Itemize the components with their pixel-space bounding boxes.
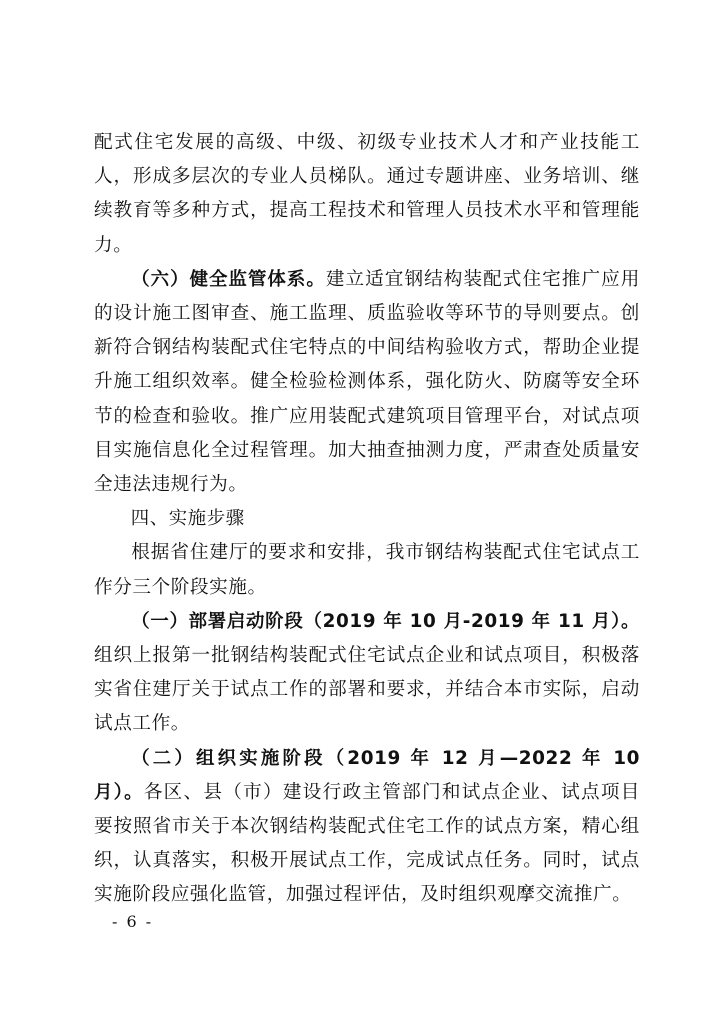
document-body [94,126,640,913]
paragraph-phase-one [94,605,640,742]
page-number: - 6 - [112,912,154,931]
section-lead: （二）组织实施阶段（2019 年 12 月—2022 年 10 月）。 [94,747,640,803]
paragraph-continuation [94,126,640,263]
paragraph-text: 组织上报第一批钢结构装配式住宅试点企业和试点项目，积极落实省住建厅关于试点工作的部署和要求，并结合本市实际，启动试点工作。 [94,645,640,735]
section-heading-implementation-steps [94,502,640,536]
paragraph-phases-intro [94,536,640,604]
paragraph-phase-two [94,742,640,913]
section-lead: （一）部署启动阶段（2019 年 10 月-2019 年 11 月）。 [131,610,640,632]
paragraph-text: 建立适宜钢结构装配式住宅推广应用的设计施工图审查、施工监理、质监验收等环节的导则要点。创新符合钢结构装配式住宅特点的中间结构验收方式，帮助企业提升施工组织效率。健全检验检测体系，强化防火、防腐等安全环节的检查和验收。推广应用装配式建筑项目管理平台，对试点项目实施信息化全过程管理。加大抽查抽测力度，严肃查处质量安全违法违规行为。 [94,268,640,496]
paragraph-text: 各区、县（市）建设行政主管部门和试点企业、试点项目要按照省市关于本次钢结构装配式住宅工作的试点方案，精心组织，认真落实，积极开展试点工作，完成试点任务。同时，试点实施阶段应强化监管，加强过程评估，及时组织观摩交流推广。 [94,781,640,906]
paragraph-supervision-system [94,263,640,502]
section-lead: （六）健全监管体系。 [131,268,326,290]
section-heading: 四、实施步骤 [130,508,245,530]
paragraph-text: 根据省住建厅的要求和安排，我市钢结构装配式住宅试点工作分三个阶段实施。 [94,542,640,598]
paragraph-text: 配式住宅发展的高级、中级、初级专业技术人才和产业技能工人，形成多层次的专业人员梯队。通过专题讲座、业务培训、继续教育等多种方式，提高工程技术和管理人员技术水平和管理能力。 [94,132,640,256]
